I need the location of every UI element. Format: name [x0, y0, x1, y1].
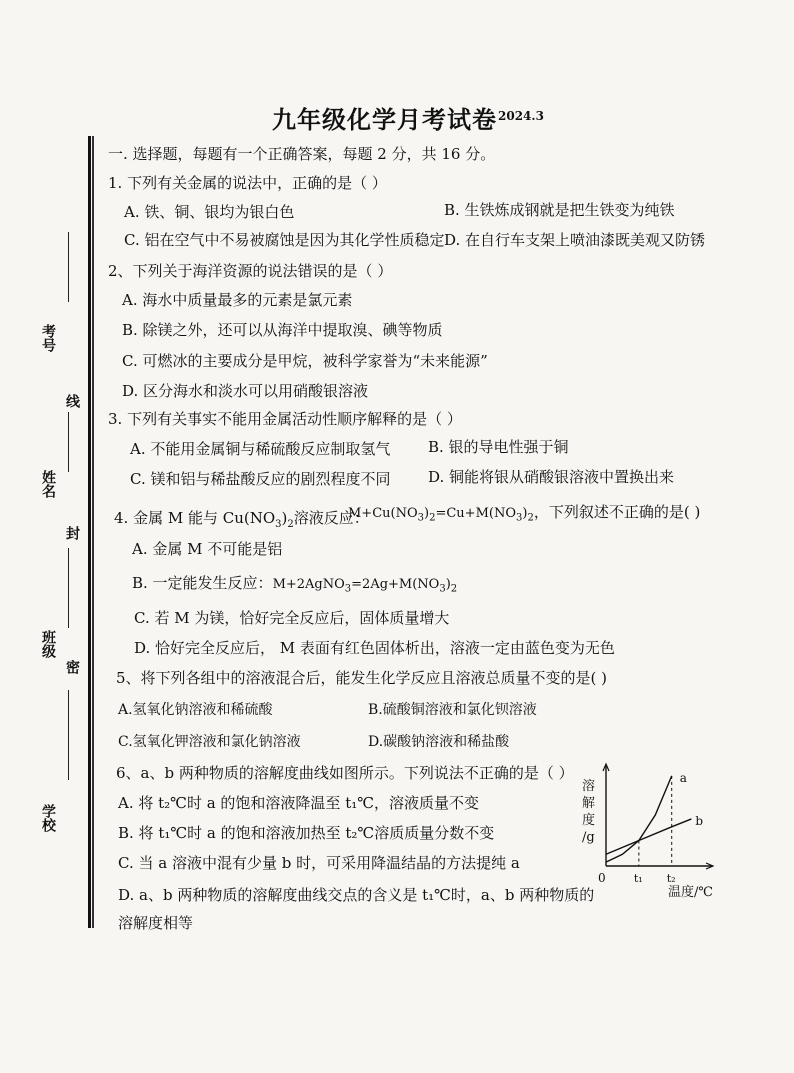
- q4-sub: 2: [287, 519, 294, 530]
- q4-option-a: A. 金属 M 不可能是铝: [132, 540, 283, 558]
- q1-option-c: C. 铝在空气中不易被腐蚀是因为其化学性质稳定: [124, 231, 445, 249]
- seal-line-char: 线: [64, 394, 80, 408]
- q3-stem: 3. 下列有关事实不能用金属活动性顺序解释的是（ ）: [108, 410, 462, 428]
- q4-sub: 3: [275, 519, 282, 530]
- q4-option-b: [132, 572, 457, 595]
- q4-eq-part: M+Cu(NO: [348, 506, 418, 521]
- exam-date: 2024.3: [498, 109, 544, 123]
- q4-sub: 2: [527, 512, 534, 524]
- q4-sub: 3: [417, 512, 425, 524]
- q4-paren: ): [424, 506, 430, 521]
- origin-label: 0: [598, 871, 606, 885]
- q4-sub: 2: [429, 512, 436, 524]
- q4-eq-part: =2Ag+M(NO: [351, 577, 440, 592]
- solubility-curve-chart: [578, 762, 718, 902]
- q4-stem-mid: 溶液反应：: [293, 509, 369, 527]
- q3-option-d: D. 铜能将银从硝酸银溶液中置换出来: [428, 468, 675, 486]
- q4-stem-pre: 4. 金属 M 能与 Cu(NO: [114, 509, 276, 527]
- q4-stem-post: ，下列叙述不正确的是( ): [533, 503, 701, 521]
- binding-bar: [88, 136, 91, 928]
- q6-option-a: A. 将 t₂℃时 a 的饱和溶液降温至 t₁℃，溶液质量不变: [118, 794, 480, 812]
- q3-option-c: C. 镁和铝与稀盐酸反应的剧烈程度不同: [130, 470, 391, 488]
- q4-sub: 3: [344, 583, 352, 595]
- q4-option-c: C. 若 M 为镁，恰好完全反应后，固体质量增大: [134, 609, 450, 627]
- page-title: 九年级化学月考试卷: [272, 105, 497, 134]
- class-line: [68, 548, 69, 628]
- y-axis-label: /g: [582, 830, 595, 845]
- school-label: 学校: [40, 804, 56, 832]
- q3-option-b: B. 银的导电性强于铜: [428, 438, 569, 456]
- q4-option-b-pre: B. 一定能发生反应：: [132, 574, 273, 592]
- q6-option-c: C. 当 a 溶液中混有少量 b 时，可采用降温结晶的方法提纯 a: [118, 854, 520, 872]
- q1-option-b: B. 生铁炼成钢就是把生铁变为纯铁: [444, 201, 675, 219]
- y-axis-label: 度: [582, 813, 596, 828]
- q4-equation: [348, 501, 700, 524]
- q4-paren: ): [522, 506, 528, 521]
- series-b-label: b: [695, 813, 704, 828]
- q5-option-d: D.碳酸钠溶液和稀盐酸: [368, 734, 510, 750]
- school-line: [68, 690, 69, 780]
- q2-option-c: C. 可燃冰的主要成分是甲烷，被科学家誉为“未来能源”: [122, 352, 488, 370]
- q4-option-d: D. 恰好完全反应后， M 表面有红色固体析出，溶液一定由蓝色变为无色: [134, 639, 615, 657]
- q6-stem: 6、a、b 两种物质的溶解度曲线如图所示。下列说法不正确的是（ ）: [116, 764, 574, 782]
- q5-option-a: A.氢氧化钠溶液和稀硫酸: [118, 702, 273, 718]
- exam-no-label: 考号: [40, 324, 56, 352]
- q4-paren: ): [445, 577, 451, 592]
- q4-eq-part: M+2AgNO: [272, 577, 345, 592]
- class-label: 班级: [40, 630, 56, 658]
- q1-option-d: D. 在自行车支架上喷油漆既美观又防锈: [444, 231, 706, 249]
- q6-option-b: B. 将 t₁℃时 a 的饱和溶液加热至 t₂℃溶质质量分数不变: [118, 824, 495, 842]
- q4-paren: ): [281, 509, 288, 527]
- q4-sub: 2: [450, 583, 458, 595]
- seal-secret-char: 密: [64, 660, 80, 674]
- q2-stem: 2、下列关于海洋资源的说法错误的是（ ）: [108, 262, 393, 280]
- q4-stem: [114, 507, 369, 530]
- q3-option-a: A. 不能用金属铜与稀硫酸反应制取氢气: [130, 440, 391, 458]
- seal-seal-char: 封: [64, 526, 80, 540]
- q4-option-b-eq: [272, 577, 458, 595]
- q4-eq-part: =Cu+M(NO: [435, 506, 516, 521]
- x-tick-label: t₁: [633, 872, 643, 885]
- q2-option-d: D. 区分海水和淡水可以用硝酸银溶液: [122, 382, 369, 400]
- y-axis-label: 解: [582, 796, 596, 811]
- y-axis-label: 溶: [582, 779, 596, 794]
- name-label: 姓名: [40, 470, 56, 498]
- exam-no-line: [68, 232, 69, 302]
- x-tick-label: t₂: [666, 872, 676, 885]
- q4-sub: 3: [439, 583, 446, 595]
- series-a-label: a: [679, 770, 687, 785]
- q2-option-a: A. 海水中质量最多的元素是氯元素: [122, 291, 353, 309]
- q6-option-d-continued: 溶解度相等: [118, 914, 194, 932]
- q5-stem: 5、将下列各组中的溶液混合后，能发生化学反应且溶液总质量不变的是( ): [116, 669, 608, 687]
- q5-option-b: B.硫酸铜溶液和氯化钡溶液: [368, 702, 537, 718]
- name-line: [68, 412, 69, 472]
- q4-sub: 3: [516, 512, 523, 524]
- q6-option-d: D. a、b 两种物质的溶解度曲线交点的含义是 t₁℃时，a、b 两种物质的: [118, 886, 595, 904]
- x-axis-label: 温度/℃: [668, 885, 713, 900]
- q2-option-b: B. 除镁之外，还可以从海洋中提取溴、碘等物质: [122, 321, 443, 339]
- q5-option-c: C.氢氧化钾溶液和氯化钠溶液: [118, 734, 301, 750]
- binding-bar-inner: [92, 136, 94, 928]
- section-header: 一. 选择题，每题有一个正确答案，每题 2 分，共 16 分。: [108, 145, 496, 163]
- q1-stem: 1. 下列有关金属的说法中，正确的是（ ）: [108, 174, 387, 192]
- q1-option-a: A. 铁、铜、银均为银白色: [124, 203, 295, 221]
